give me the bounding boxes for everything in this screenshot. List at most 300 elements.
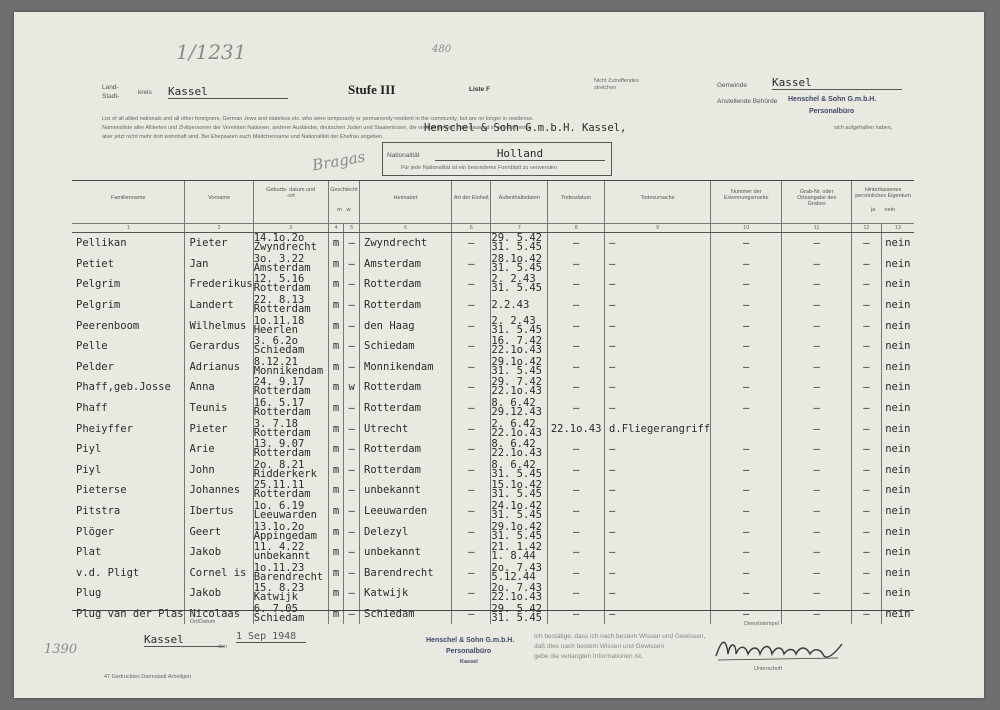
cell-death-date: – <box>548 501 605 522</box>
cell-sex-w: – <box>344 295 360 316</box>
footer-date: 1 Sep 1948 <box>236 631 306 643</box>
cell-sex-w: – <box>344 233 360 254</box>
cell-death-date: – <box>548 542 605 563</box>
cell-hometown: unbekannt <box>360 480 452 501</box>
landkreis-label: Land- <box>102 84 119 91</box>
cell-tag-number: – <box>711 501 782 522</box>
cell-hometown: Katwijk <box>360 583 452 604</box>
cell-family-name: Plöger <box>76 525 114 538</box>
cell-sex-w: – <box>344 418 360 439</box>
table-row <box>72 439 914 460</box>
stay-from: 2. 2.43 <box>491 273 536 286</box>
cell-tag-number: – <box>711 357 782 378</box>
cell-property-no: nein <box>881 583 914 604</box>
cell-property-no: nein <box>881 521 914 542</box>
cell-sex-m: m <box>328 315 344 336</box>
table-row <box>72 336 914 357</box>
cell-first-name: Anna <box>185 377 253 398</box>
cell-grave: – <box>782 563 852 584</box>
stamp-label: Dienststempel <box>744 621 779 627</box>
cell-birth <box>253 563 328 584</box>
col-header: Nummer der Erkennungsmarke <box>711 181 782 224</box>
birth-place: Rotterdam <box>253 488 311 501</box>
table-row <box>72 357 914 378</box>
stay-to: 31. 5.45 <box>491 323 542 336</box>
birth-place: Rotterdam <box>253 282 311 295</box>
col-header: Grab-Nr. oder Ortsangabe des Grabes <box>782 181 852 224</box>
employer-stamp-sub: Personalbüro <box>809 108 855 115</box>
stay-to: 31. 5.45 <box>491 509 542 522</box>
cell-death-cause: – <box>605 377 711 398</box>
cell-death-date: – <box>548 604 605 625</box>
cell-hometown: Utrecht <box>360 418 452 439</box>
stay-to: 1. 8.44 <box>491 550 536 563</box>
cell-property-no: nein <box>881 460 914 481</box>
cell-tag-number: – <box>711 398 782 419</box>
cell-birth <box>253 254 328 275</box>
cell-death-date: 22.1o.43 <box>548 418 605 439</box>
stay-to: 31. 5.45 <box>491 261 542 274</box>
cell-property-no: nein <box>881 418 914 439</box>
cell-sex-w: – <box>344 315 360 336</box>
signature-label: Unterschrift <box>754 666 783 672</box>
cell-sex-w: – <box>344 563 360 584</box>
cell-death-cause: – <box>605 563 711 584</box>
cell-first-name: Gerardus <box>185 336 253 357</box>
birth-place: Amsterdam <box>253 261 311 274</box>
cell-family-name: Pelgrim <box>76 299 121 312</box>
cell-property-yes: – <box>852 295 882 316</box>
handwritten-signature <box>714 634 844 664</box>
cell-property-yes: – <box>852 377 882 398</box>
cell-property-yes: – <box>852 274 882 295</box>
cell-sex-m: m <box>328 460 344 481</box>
cell-first-name: Cornel is <box>185 563 253 584</box>
cell-sex-w: – <box>344 357 360 378</box>
cell-first-name: Johannes <box>185 480 253 501</box>
cell-tag-number: – <box>711 521 782 542</box>
stay-to: 22.1o.43 <box>491 591 542 604</box>
cell-birth <box>253 418 328 439</box>
cell-stay <box>491 418 548 439</box>
footer-stamp-1: Henschel & Sohn G.m.b.H. <box>426 637 515 644</box>
cell-unit: – <box>452 336 491 357</box>
cell-unit: – <box>452 501 491 522</box>
nationality-box <box>382 142 612 176</box>
cell-stay <box>491 398 548 419</box>
cell-grave: – <box>782 418 852 439</box>
cell-tag-number: – <box>711 336 782 357</box>
cell-sex-m: m <box>328 542 344 563</box>
cell-tag-number: – <box>711 254 782 275</box>
stadtkreis-label: Stadt- <box>102 93 120 100</box>
cell-sex-m: m <box>328 357 344 378</box>
cell-birth <box>253 233 328 254</box>
cell-family-name: Peerenboom <box>76 319 140 332</box>
cell-family-name: Petiet <box>76 257 114 270</box>
cell-stay <box>491 542 548 563</box>
cell-property-no: nein <box>881 357 914 378</box>
birth-place: Schiedam <box>253 344 305 357</box>
cell-hometown: Schiedam <box>360 604 452 625</box>
cell-family-name: Pieterse <box>76 484 127 497</box>
cell-hometown: den Haag <box>360 315 452 336</box>
cell-death-date: – <box>548 357 605 378</box>
pencil-note: 480 <box>432 44 452 55</box>
cell-property-yes: – <box>852 542 882 563</box>
cell-hometown: Delezyl <box>360 521 452 542</box>
birth-date: 25.11.11 <box>253 479 305 492</box>
cell-birth <box>253 274 328 295</box>
birth-date: 1o.11.18 <box>253 314 305 327</box>
cell-grave: – <box>782 439 852 460</box>
cell-sex-w: – <box>344 501 360 522</box>
birth-date: 13.1o.2o <box>253 520 305 533</box>
stay-to: 31. 5.45 <box>491 364 542 377</box>
cell-first-name: Wilhelmus <box>185 315 253 336</box>
cell-sex-m: m <box>328 336 344 357</box>
table-row <box>72 254 914 275</box>
stay-to: 22.1o.43 <box>491 385 542 398</box>
foreigners-table <box>72 180 914 624</box>
cell-property-yes: – <box>852 336 882 357</box>
cell-death-cause: – <box>605 274 711 295</box>
cell-first-name: Pieter <box>185 233 253 254</box>
cell-sex-w: – <box>344 604 360 625</box>
cell-unit: – <box>452 418 491 439</box>
birth-place: Katwijk <box>253 591 298 604</box>
col-header: Art der Einheit <box>452 181 491 224</box>
gemeinde-label: Gemeinde <box>717 82 747 89</box>
cell-grave: – <box>782 254 852 275</box>
cell-tag-number: – <box>711 377 782 398</box>
stay-from: 29. 5.42 <box>491 232 542 245</box>
stay-to: 31. 5.45 <box>491 611 542 624</box>
pencil-archive-number: 1/1231 <box>176 40 247 64</box>
cell-stay <box>491 295 548 316</box>
cell-death-cause: – <box>605 542 711 563</box>
printer-note: 47 Gedrucktes Darmstadt Arheilgen <box>104 674 192 680</box>
cell-property-no: nein <box>881 377 914 398</box>
german-instructions-2: aber jetzt nicht mehr dort wohnhaft sind. Bei Ehepaaren auch Mädchenname und Nationalität der Ehefrau angeben. <box>102 134 384 140</box>
stay-from: 24.1o.42 <box>491 500 542 513</box>
cell-property-no: nein <box>881 439 914 460</box>
cell-sex-m: m <box>328 377 344 398</box>
stay-from: 29. 5.42 <box>491 602 542 615</box>
birth-date: 16. 5.17 <box>253 397 305 410</box>
cell-birth <box>253 604 328 625</box>
birth-place: Schiedam <box>253 611 305 624</box>
stay-to: 31. 5.45 <box>491 467 542 480</box>
footer-stamp-3: Kassel <box>460 659 478 665</box>
cell-unit: – <box>452 398 491 419</box>
cell-property-no: nein <box>881 274 914 295</box>
stay-from: 2. 6.42 <box>491 417 536 430</box>
cell-first-name: John <box>185 460 253 481</box>
cell-stay <box>491 357 548 378</box>
cell-death-date: – <box>548 460 605 481</box>
cell-hometown: Zwyndrecht <box>360 233 452 254</box>
cell-first-name: Frederikus <box>185 274 253 295</box>
nationality-label: Nationalität <box>387 152 420 159</box>
birth-date: 14.1o.2o <box>253 232 305 245</box>
cell-first-name: Jakob <box>185 583 253 604</box>
cell-family-name: Pelgrim <box>76 278 121 291</box>
cell-death-date: – <box>548 583 605 604</box>
pencil-side-note: Bragas <box>310 147 367 175</box>
stay-from: 2o. 7.43 <box>491 561 542 574</box>
cell-property-yes: – <box>852 563 882 584</box>
stay-to: 22.1o.43 <box>491 426 542 439</box>
cell-hometown: Rotterdam <box>360 398 452 419</box>
cell-birth <box>253 480 328 501</box>
gemeinde-value: Kassel <box>772 76 902 90</box>
cell-family-name: Pheiyffer <box>76 422 133 435</box>
cell-unit: – <box>452 233 491 254</box>
cell-property-no: nein <box>881 542 914 563</box>
birth-place: Ridderkerk <box>253 467 317 480</box>
cell-property-no: nein <box>881 563 914 584</box>
cell-unit: – <box>452 521 491 542</box>
cell-sex-w: – <box>344 274 360 295</box>
cell-stay <box>491 604 548 625</box>
cell-property-yes: – <box>852 418 882 439</box>
pencil-margin-number: 1390 <box>44 642 78 657</box>
cell-stay <box>491 501 548 522</box>
cell-death-cause: – <box>605 583 711 604</box>
cell-grave: – <box>782 542 852 563</box>
cell-family-name: Plug van der Plas <box>76 607 184 620</box>
cell-sex-w: – <box>344 460 360 481</box>
cell-stay <box>491 583 548 604</box>
stay-to: 31. 5.45 <box>491 529 542 542</box>
birth-place: Rotterdam <box>253 385 311 398</box>
cell-stay <box>491 563 548 584</box>
cell-grave: – <box>782 583 852 604</box>
cell-sex-m: m <box>328 563 344 584</box>
cell-birth <box>253 295 328 316</box>
note-right-2: streichen <box>594 85 617 91</box>
cell-grave: – <box>782 501 852 522</box>
table-row <box>72 274 914 295</box>
table-row <box>72 521 914 542</box>
cell-hometown: Rotterdam <box>360 377 452 398</box>
cell-sex-m: m <box>328 398 344 419</box>
cell-unit: – <box>452 377 491 398</box>
birth-date: 6. 7.05 <box>253 602 298 615</box>
cell-sex-w: – <box>344 480 360 501</box>
cell-tag-number: – <box>711 563 782 584</box>
cell-death-date: – <box>548 336 605 357</box>
stay-to: 31. 5.45 <box>491 488 542 501</box>
cell-hometown: Rotterdam <box>360 274 452 295</box>
stay-from: 29.1o.42 <box>491 355 542 368</box>
kreis-value: Kassel <box>168 85 288 99</box>
cell-tag-number: – <box>711 439 782 460</box>
cell-stay <box>491 377 548 398</box>
cell-unit: – <box>452 357 491 378</box>
cell-family-name: Plat <box>76 546 102 559</box>
cell-death-date: – <box>548 274 605 295</box>
cell-grave: – <box>782 521 852 542</box>
document-title: Stufe III <box>348 82 396 97</box>
cell-grave: – <box>782 460 852 481</box>
cell-family-name: Piyl <box>76 463 102 476</box>
cell-death-cause: – <box>605 398 711 419</box>
cell-property-yes: – <box>852 254 882 275</box>
stay-from: 2.2.43 <box>491 298 530 311</box>
cell-unit: – <box>452 604 491 625</box>
cell-unit: – <box>452 315 491 336</box>
birth-date: 1o. 6.19 <box>253 500 305 513</box>
table-row <box>72 315 914 336</box>
birth-place: Rotterdam <box>253 303 311 316</box>
cell-birth <box>253 460 328 481</box>
cell-death-cause: – <box>605 336 711 357</box>
cell-stay <box>491 274 548 295</box>
cell-death-date: – <box>548 377 605 398</box>
cell-tag-number: – <box>711 295 782 316</box>
cell-family-name: Phaff <box>76 402 108 415</box>
cell-sex-w: – <box>344 336 360 357</box>
cell-unit: – <box>452 439 491 460</box>
stay-from: 8. 6.42 <box>491 397 536 410</box>
cell-property-no: nein <box>881 480 914 501</box>
cell-birth <box>253 521 328 542</box>
note-right-1: Nicht Zutreffendes <box>594 78 639 84</box>
cell-sex-m: m <box>328 295 344 316</box>
cell-death-cause: d.Fliegerangriff <box>605 418 711 439</box>
cell-birth <box>253 439 328 460</box>
cell-death-date: – <box>548 563 605 584</box>
cell-sex-w: – <box>344 542 360 563</box>
cell-birth <box>253 583 328 604</box>
table-header <box>72 181 914 224</box>
cell-tag-number: – <box>711 604 782 625</box>
cell-tag-number: – <box>711 315 782 336</box>
cell-hometown: Leeuwarden <box>360 501 452 522</box>
table-row <box>72 563 914 584</box>
arbeitgeber-label: Anstellende Behörde <box>717 98 778 105</box>
birth-date: 12. 5.16 <box>253 273 305 286</box>
cell-death-date: – <box>548 480 605 501</box>
stay-from: 2o. 7.43 <box>491 582 542 595</box>
stay-from: 16. 7.42 <box>491 335 542 348</box>
cell-sex-m: m <box>328 274 344 295</box>
nationality-note: Für jede Nationalität ist ein besonderes Formblatt zu verwenden <box>401 165 557 171</box>
cell-grave: – <box>782 274 852 295</box>
cell-sex-m: m <box>328 418 344 439</box>
cell-sex-m: m <box>328 480 344 501</box>
liste-label: Liste F <box>469 86 490 93</box>
birth-place: Rotterdam <box>253 447 311 460</box>
cell-grave: – <box>782 336 852 357</box>
cell-property-yes: – <box>852 439 882 460</box>
col-header: Geschlecht m w <box>328 181 359 224</box>
cell-birth <box>253 336 328 357</box>
stay-to: 31. 5.45 <box>491 241 542 254</box>
table-row <box>72 295 914 316</box>
cell-tag-number: – <box>711 233 782 254</box>
table-row <box>72 233 914 254</box>
cell-sex-w: – <box>344 398 360 419</box>
cell-family-name: Phaff,geb.Josse <box>76 381 171 394</box>
cell-family-name: v.d. Pligt <box>76 566 140 579</box>
cell-death-date: – <box>548 295 605 316</box>
birth-place: Monnikendam <box>253 364 324 377</box>
cell-property-yes: – <box>852 357 882 378</box>
cell-death-cause: – <box>605 295 711 316</box>
cell-grave: – <box>782 604 852 625</box>
cell-first-name: Nicolaas <box>185 604 253 625</box>
cell-first-name: Pieter <box>185 418 253 439</box>
cell-grave: – <box>782 315 852 336</box>
cell-unit: – <box>452 583 491 604</box>
cell-sex-m: m <box>328 233 344 254</box>
stay-from: 21. 1.42 <box>491 541 542 554</box>
cell-first-name: Adrianus <box>185 357 253 378</box>
cell-death-cause: – <box>605 604 711 625</box>
cell-birth <box>253 542 328 563</box>
cell-birth <box>253 501 328 522</box>
cell-death-cause: – <box>605 501 711 522</box>
cell-death-date: – <box>548 315 605 336</box>
stay-to: 5.12.44 <box>491 570 536 583</box>
document-sheet <box>14 12 984 698</box>
cell-property-no: nein <box>881 315 914 336</box>
table-row <box>72 583 914 604</box>
cell-first-name: Ibertus <box>185 501 253 522</box>
den-label: den <box>218 644 228 650</box>
cell-stay <box>491 336 548 357</box>
cell-death-date: – <box>548 439 605 460</box>
cell-property-yes: – <box>852 480 882 501</box>
cell-death-cause: – <box>605 233 711 254</box>
cell-first-name: Landert <box>185 295 253 316</box>
cell-stay <box>491 254 548 275</box>
cell-first-name: Jakob <box>185 542 253 563</box>
cell-sex-m: m <box>328 439 344 460</box>
col-header: Hinterlassenes persönliches Eigentum ja nein <box>852 181 914 224</box>
birth-place: Heerlen <box>253 323 298 336</box>
confirmation-line-3: gebe die verlangten Informationen ist. <box>534 653 643 660</box>
cell-death-cause: – <box>605 254 711 275</box>
confirmation-line-2: daß dies nach bestem Wissen und Gewissen <box>534 643 665 650</box>
cell-unit: – <box>452 254 491 275</box>
cell-family-name: Plug <box>76 587 102 600</box>
cell-birth <box>253 377 328 398</box>
col-header: Geburts- datum und -ort <box>253 181 328 224</box>
cell-hometown: Amsterdam <box>360 254 452 275</box>
cell-property-yes: – <box>852 233 882 254</box>
cell-property-no: nein <box>881 336 914 357</box>
stay-from: 8. 6.42 <box>491 438 536 451</box>
birth-date: 13. 9.07 <box>253 438 305 451</box>
stay-from: 8. 6.42 <box>491 458 536 471</box>
col-header: Todesdatum <box>548 181 605 224</box>
cell-death-date: – <box>548 233 605 254</box>
cell-grave: – <box>782 480 852 501</box>
company-name: Henschel & Sohn G.m.b.H. Kassel, <box>424 122 627 134</box>
table-row <box>72 398 914 419</box>
cell-tag-number: – <box>711 583 782 604</box>
employer-stamp: Henschel & Sohn G.m.b.H. <box>788 96 877 103</box>
cell-birth <box>253 315 328 336</box>
cell-sex-m: m <box>328 521 344 542</box>
cell-grave: – <box>782 357 852 378</box>
cell-property-no: nein <box>881 398 914 419</box>
cell-property-yes: – <box>852 501 882 522</box>
